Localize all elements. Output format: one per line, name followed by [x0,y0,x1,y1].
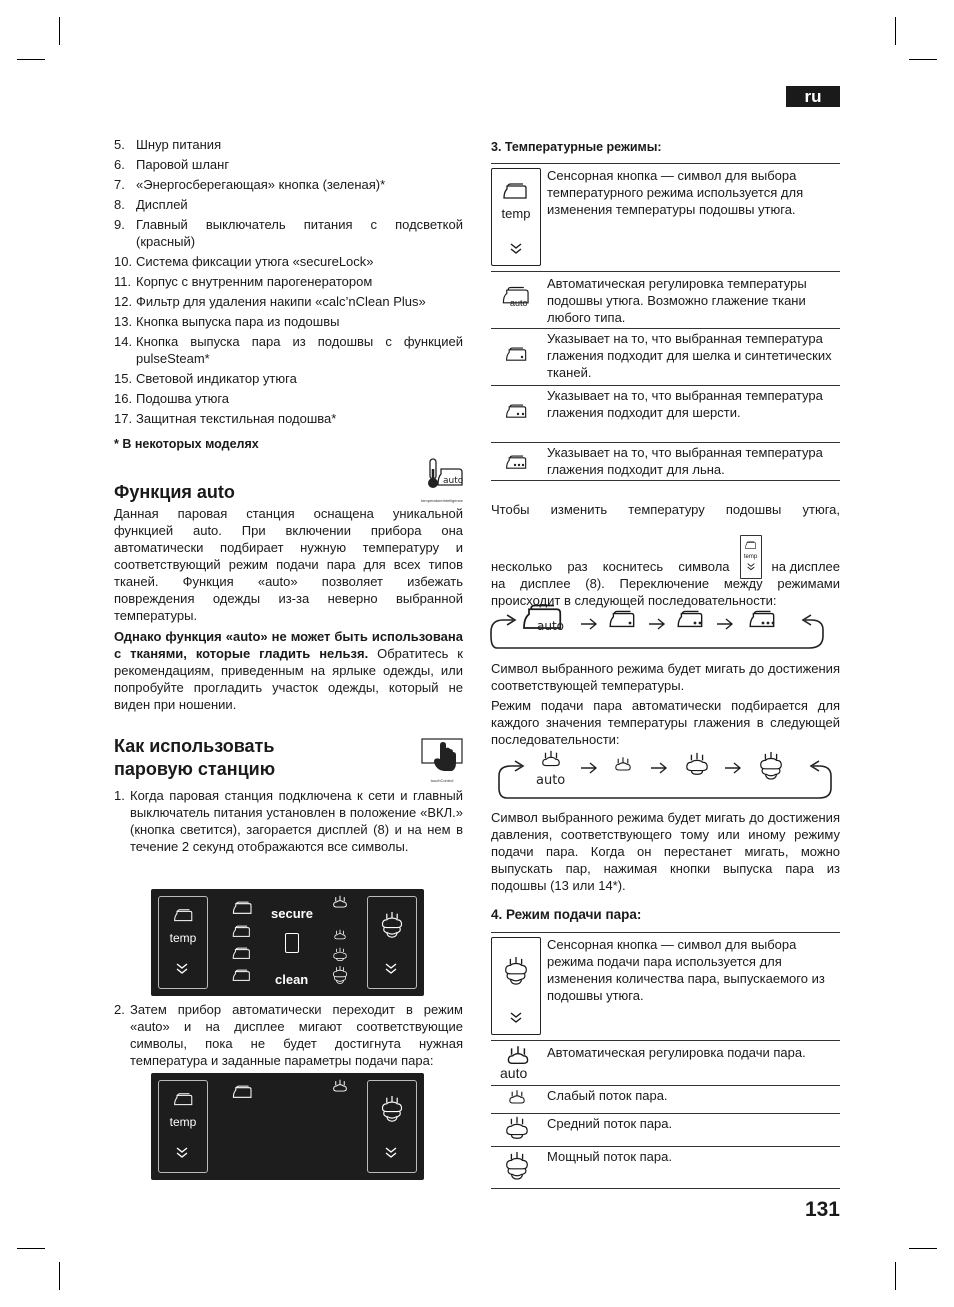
temp-change-text: Чтобы изменить температуру подошвы утюга, несколько раз коснитесь символа temp на дисплее на дисплее (8). Переключение между режимами происходит в следующей последовательности: [491,502,840,608]
use-heading: Как использовать паровую станцию [114,736,276,779]
list-item: 15. Световой индикатор утюга [114,371,297,386]
list-item: 7. «Энергосберегающая» кнопка (зеленая)* [114,177,386,192]
crop-mark [17,59,45,60]
list-item: 8. Дисплей [114,197,188,212]
display-auto-mode [151,1073,424,1180]
clean-label: clean [275,972,309,987]
steam-blink-note: Символ выбранного режима будет мигать до достижения давления, соответствующего тому или иному режиму подачи пара. Когда он перестанет мигать, можно выпускать пар, нажимая кнопки выпуска пара из подошвы (13 или 14*). [491,810,840,893]
steam-low-icon [505,1089,529,1109]
auto-thermometer-icon [419,457,465,503]
list-item: 11. Корпус с внутренним парогенератором [114,274,373,289]
step-2: 2. Затем прибор автоматически переходит в режим «auto» и на дисплее мигают соответствующие символы, пока не будет достигнута нужная температура и заданные параметры подачи пара: [114,1002,463,1068]
iron-auto-icon: auto [500,285,534,309]
iron-auto-icon [231,1085,255,1100]
steam-modes-table [491,932,840,1189]
svg-text:auto: auto [536,773,566,788]
iron-2dot-icon [231,947,253,961]
steam-button[interactable] [367,896,417,989]
steam-modes-heading: 4. Режим подачи пара: [491,907,642,922]
table-row: Мощный поток пара. [491,1147,840,1189]
steam-sequence-diagram [497,748,837,804]
page-number: 131 [804,1198,840,1221]
temp-sequence-diagram [489,600,829,658]
steam-mid-icon [331,947,349,963]
temp-button-icon: temp [491,168,541,266]
step-1: 1. Когда паровая станция подключена к сети и главный выключатель питания установлен в положение «ВКЛ.» (кнопка светится), загорается дисплей (8) и на нем в течение 2 секунд отображаются все символы. [114,788,463,854]
crop-mark [59,17,60,45]
iron-auto-icon [231,901,255,916]
iron-1dot-icon [231,925,253,939]
auto-paragraph-1: Данная паровая станция оснащена уникальной функцией auto. При включении прибора она автоматически подбирает нужную температуру и соответствующий режим подачи пара для всех типов тканей. Функция «auto» позволяет избежать повреждения одежды из-за неверно выбранной температуры. [114,506,463,623]
temp-button[interactable]: temp [158,896,208,989]
language-badge: ru [786,86,840,107]
table-row: Указывает на то, что выбранная температура глажения подходит для шерсти. [491,386,840,443]
table-row: auto Автоматическая регулировка подачи пара. [491,1041,840,1086]
crop-mark [895,17,896,45]
use-heading-row [114,735,463,785]
list-item: 13. Кнопка выпуска пара из подошвы [114,314,340,329]
auto-paragraph-2: Однако функция «auto» не может быть использована с тканями, которые гладить нельзя. Обратитесь к рекомендациям, приведенным на ярлыке одежды, или попробуйте прогладить участок одежды, который не виден при ношении. [114,629,463,712]
steam-button-icon [491,937,541,1035]
auto-heading-row [114,473,463,503]
list-item: 12. Фильтр для удаления накипи «calc’nClean Plus» [114,294,426,309]
table-row: auto Автоматическая регулировка температуры подошвы утюга. Возможно глажение ткани любого типа. [491,272,840,329]
temp-button-inline-icon: temp [740,535,762,579]
crop-mark [895,1262,896,1290]
list-item: 10. Система фиксации утюга «secureLock» [114,254,374,269]
temp-modes-table [491,163,840,481]
crop-mark [59,1262,60,1290]
steam-auto-note: Режим подачи пара автоматически подбирается для каждого значения температуры глажения в следующей последовательности: [491,698,840,747]
icon-caption: temperatureIntelligence [421,498,463,503]
list-item: 6. Паровой шланг [114,157,230,172]
icon-caption: touchControl [430,778,454,783]
parts-list [114,136,463,427]
temp-blink-note: Символ выбранного режима будет мигать до достижения соответствующей температуры. [491,661,840,693]
models-note: * В некоторых моделях [114,437,259,451]
secure-label: secure [271,906,313,921]
auto-heading: Функция auto [114,482,235,502]
display-all-symbols [151,889,424,996]
steam-button[interactable] [367,1080,417,1173]
table-row: Указывает на то, что выбранная температура глажения подходит для шелка и синтетических тканей. [491,329,840,386]
steam-auto-icon: auto [500,1045,536,1083]
list-item: 14. Кнопка выпуска пара из подошвы с функцией pulseSteam* [114,334,463,366]
touch-control-icon [420,737,464,781]
crop-mark [909,59,937,60]
steam-low-icon [331,929,349,943]
steam-high-icon [503,1149,531,1183]
crop-mark [909,1248,937,1249]
list-item: 16. Подошва утюга [114,391,230,406]
steam-auto-icon [329,1079,351,1096]
auto-icon-label: auto [443,476,464,486]
table-row: Средний поток пара. [491,1114,840,1147]
table-row: temp Сенсорная кнопка — символ для выбора температурного режима используется для изменения температуры подошвы утюга. [491,164,840,272]
iron-3dot-icon [504,455,530,471]
tank-icon [285,933,299,953]
steam-auto-icon [329,895,351,912]
table-row: Слабый поток пара. [491,1086,840,1114]
crop-mark [17,1248,45,1249]
table-row: Указывает на то, что выбранная температура глажения подходит для льна. [491,443,840,481]
iron-3dot-icon [231,969,253,983]
svg-text:auto: auto [537,619,565,633]
left-column [114,136,463,855]
iron-1dot-icon [504,347,530,363]
steam-mid-icon [503,1116,531,1142]
steam-high-icon [331,965,349,985]
list-item: 5. Шнур питания [114,137,222,152]
list-item: 17. Защитная текстильная подошва* [114,411,337,426]
temp-modes-heading: 3. Температурные режимы: [491,140,662,154]
list-item: 9. Главный выключатель питания с подсветкой (красный) [114,217,463,249]
temp-button[interactable]: temp [158,1080,208,1173]
iron-2dot-icon [504,404,530,420]
table-row: Сенсорная кнопка — символ для выбора режима подачи пара используется для изменения количества пара, выпускаемого из подошвы утюга. [491,933,840,1041]
